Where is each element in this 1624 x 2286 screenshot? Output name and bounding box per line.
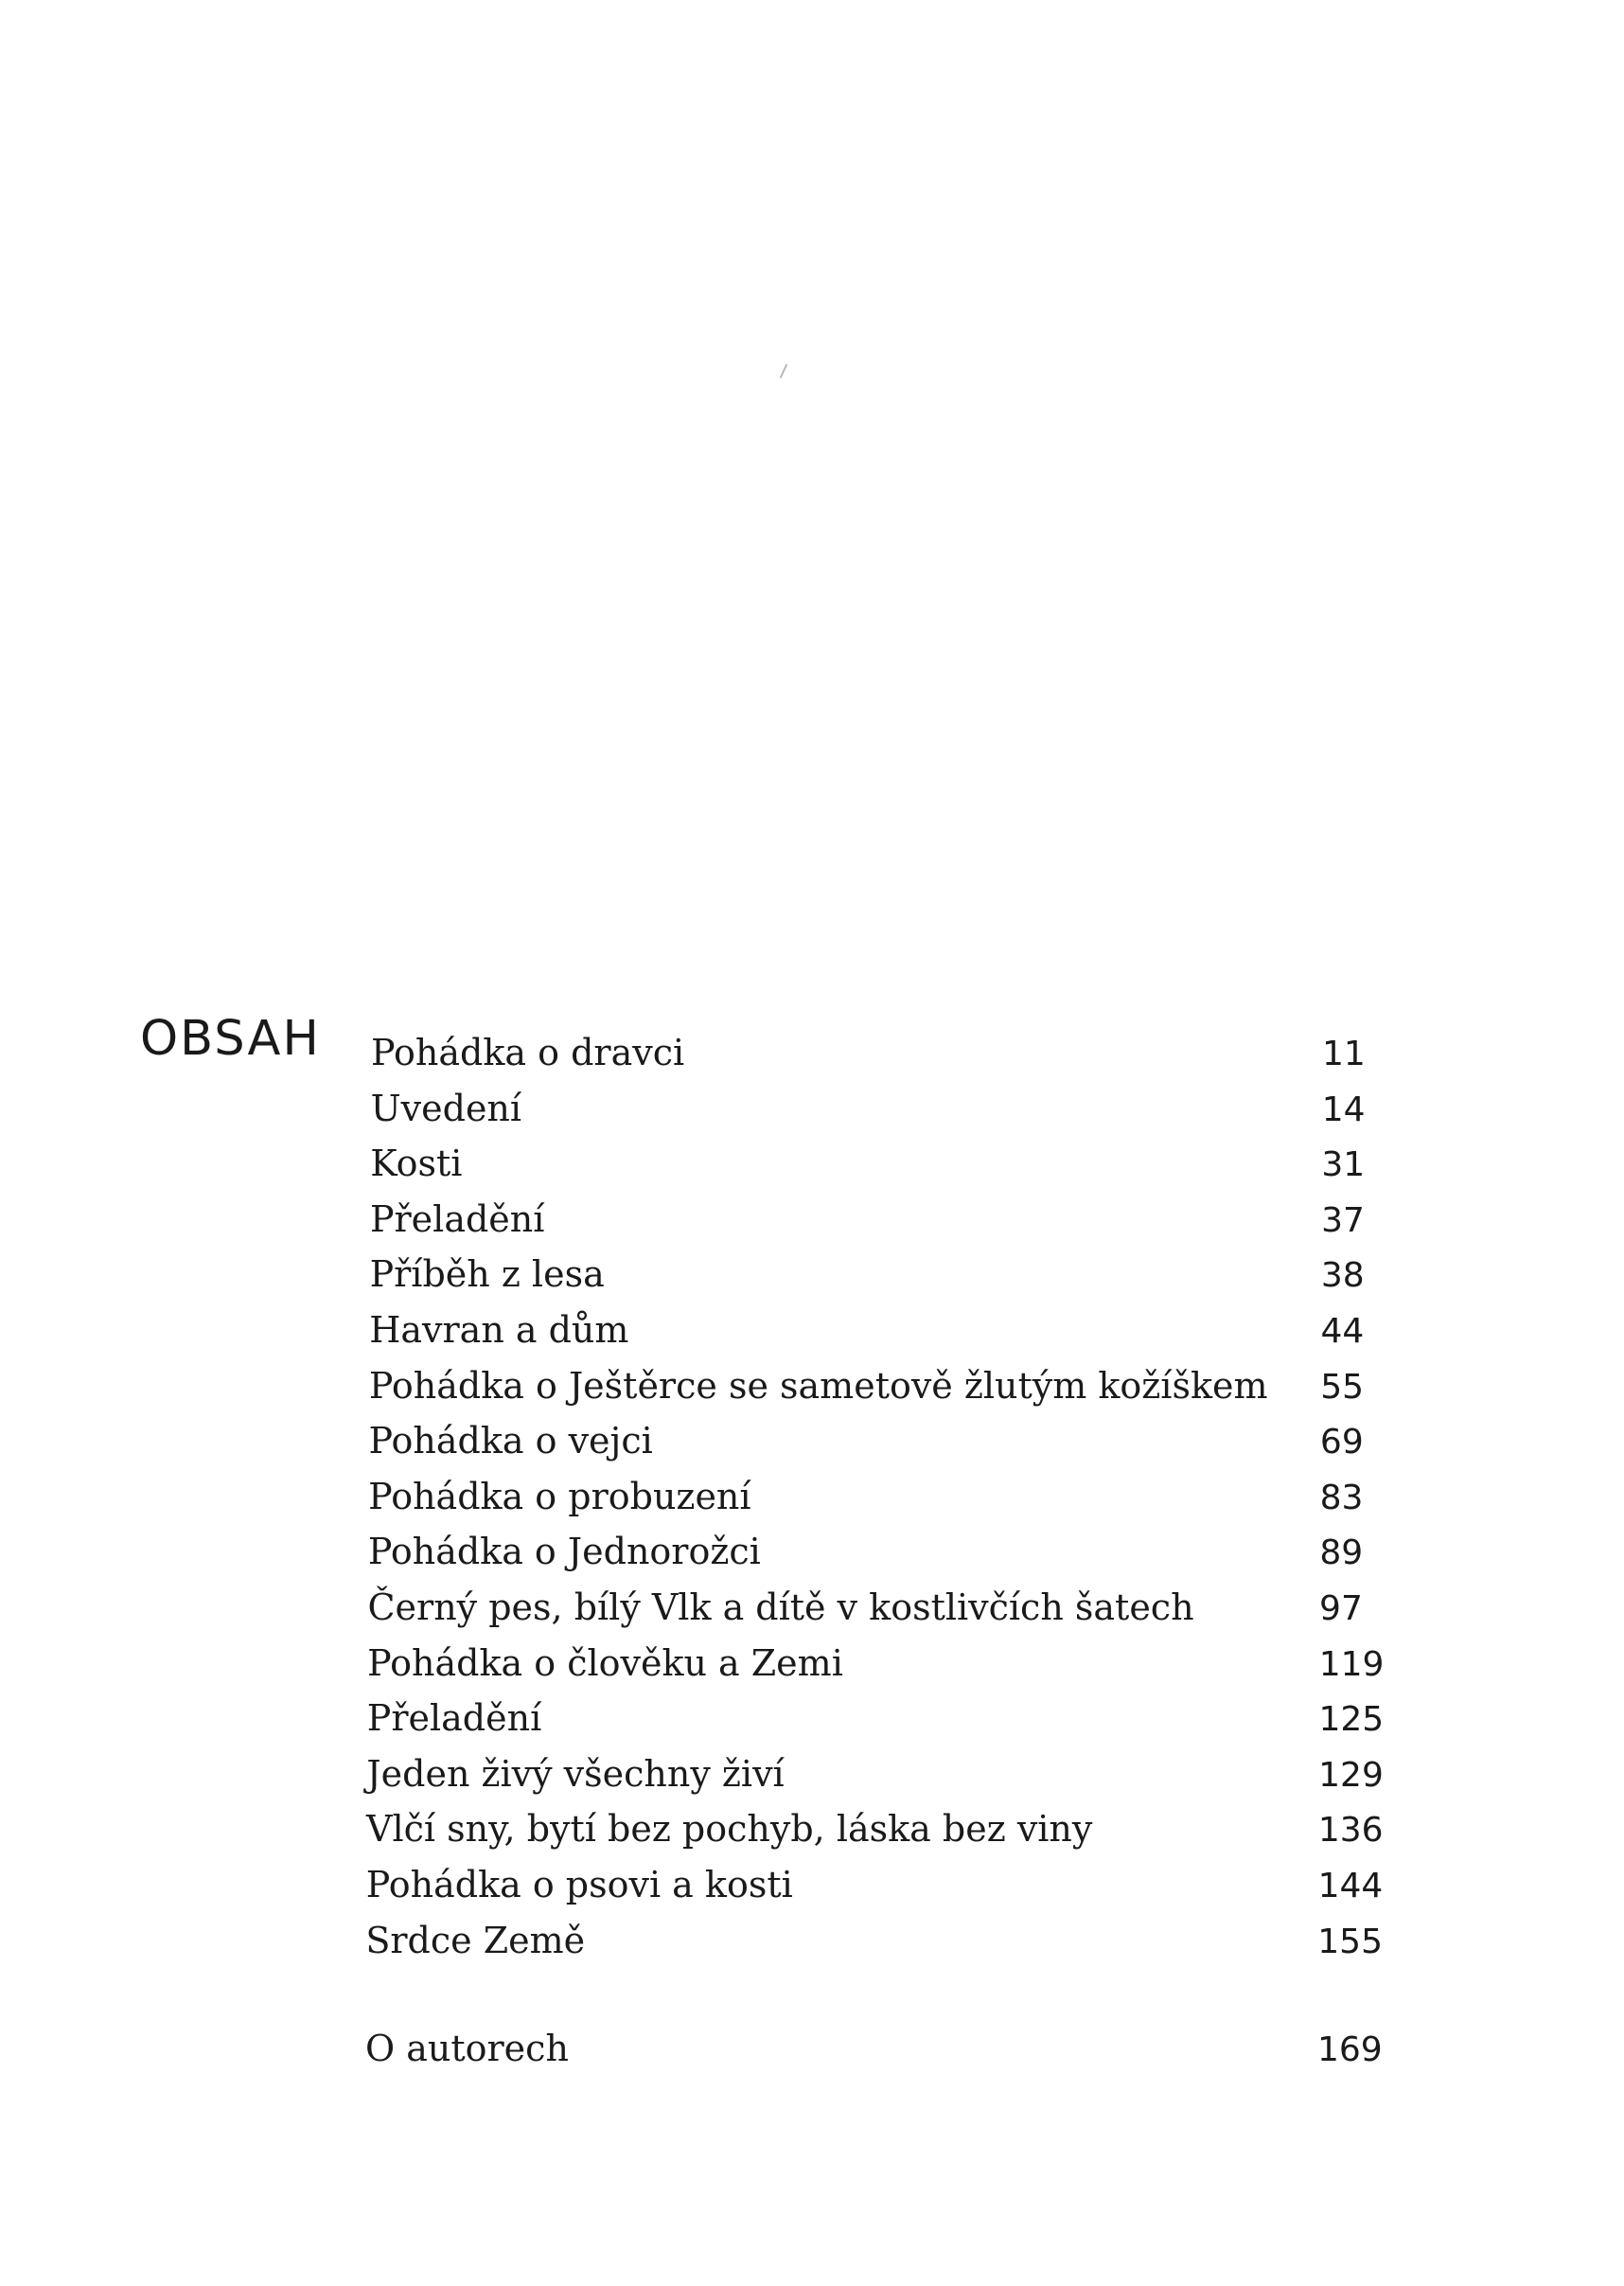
toc-entry-page: 38 (1320, 1256, 1365, 1296)
toc-entry-page: 83 (1319, 1478, 1364, 1517)
toc-entry-title: Přeladění (366, 1697, 542, 1740)
toc-entry-title: Vlčí sny, bytí bez pochyb, láska bez viny (366, 1808, 1093, 1851)
toc-entry-title: Uvedení (370, 1087, 522, 1129)
toc-entry-page: 129 (1318, 1755, 1384, 1795)
toc-entry-page: 144 (1317, 1867, 1384, 1905)
toc-entry-page: 97 (1319, 1589, 1363, 1628)
toc-entry-title: Černý pes, bílý Vlk a dítě v kostlivčích šatech (367, 1586, 1194, 1628)
toc-entry-title: Pohádka o dravci (371, 1032, 685, 1073)
toc-entry-page: 31 (1321, 1145, 1366, 1185)
toc-entry-title: Přeladění (369, 1197, 545, 1240)
toc-entry-page: 125 (1318, 1700, 1385, 1740)
toc-entry-title: Příběh z lesa (369, 1253, 605, 1296)
toc-entry-page: 14 (1321, 1090, 1366, 1129)
toc-entry-title: Pohádka o probuzení (368, 1475, 751, 1517)
toc-entry-page: 169 (1317, 2029, 1383, 2069)
toc-entry-title: Pohádka o člověku a Zemi (367, 1641, 843, 1684)
toc-entry-page: 44 (1320, 1312, 1365, 1351)
toc-entry-title: Pohádka o Jednorožci (367, 1531, 761, 1573)
toc-entry-title: Pohádka o psovi a kosti (365, 1864, 793, 1905)
toc-entry-page: 69 (1319, 1423, 1364, 1462)
toc-entry-page: 37 (1321, 1200, 1365, 1240)
toc-entry-title: Srdce Země (365, 1919, 586, 1961)
toc-entry-title: O autorech (365, 2027, 569, 2069)
toc-entry-title: Pohádka o vejci (368, 1420, 653, 1462)
toc-entry-page: 119 (1318, 1644, 1385, 1684)
toc-entry-title: Havran a dům (369, 1309, 629, 1351)
toc-entry-page: 55 (1320, 1367, 1365, 1407)
toc-entry-title: Jeden živý všechny živí (366, 1752, 785, 1795)
toc-entry-page: 155 (1317, 1922, 1383, 1961)
toc-entry-page: 11 (1322, 1035, 1366, 1073)
toc-entry-title: Kosti (370, 1143, 463, 1185)
toc-entry-page: 89 (1319, 1533, 1364, 1573)
toc-heading: OBSAH (140, 1011, 321, 1067)
toc-entry-page: 136 (1317, 1811, 1384, 1851)
toc-entry-title: Pohádka o Ještěrce se sametově žlutým kožíškem (368, 1364, 1268, 1407)
